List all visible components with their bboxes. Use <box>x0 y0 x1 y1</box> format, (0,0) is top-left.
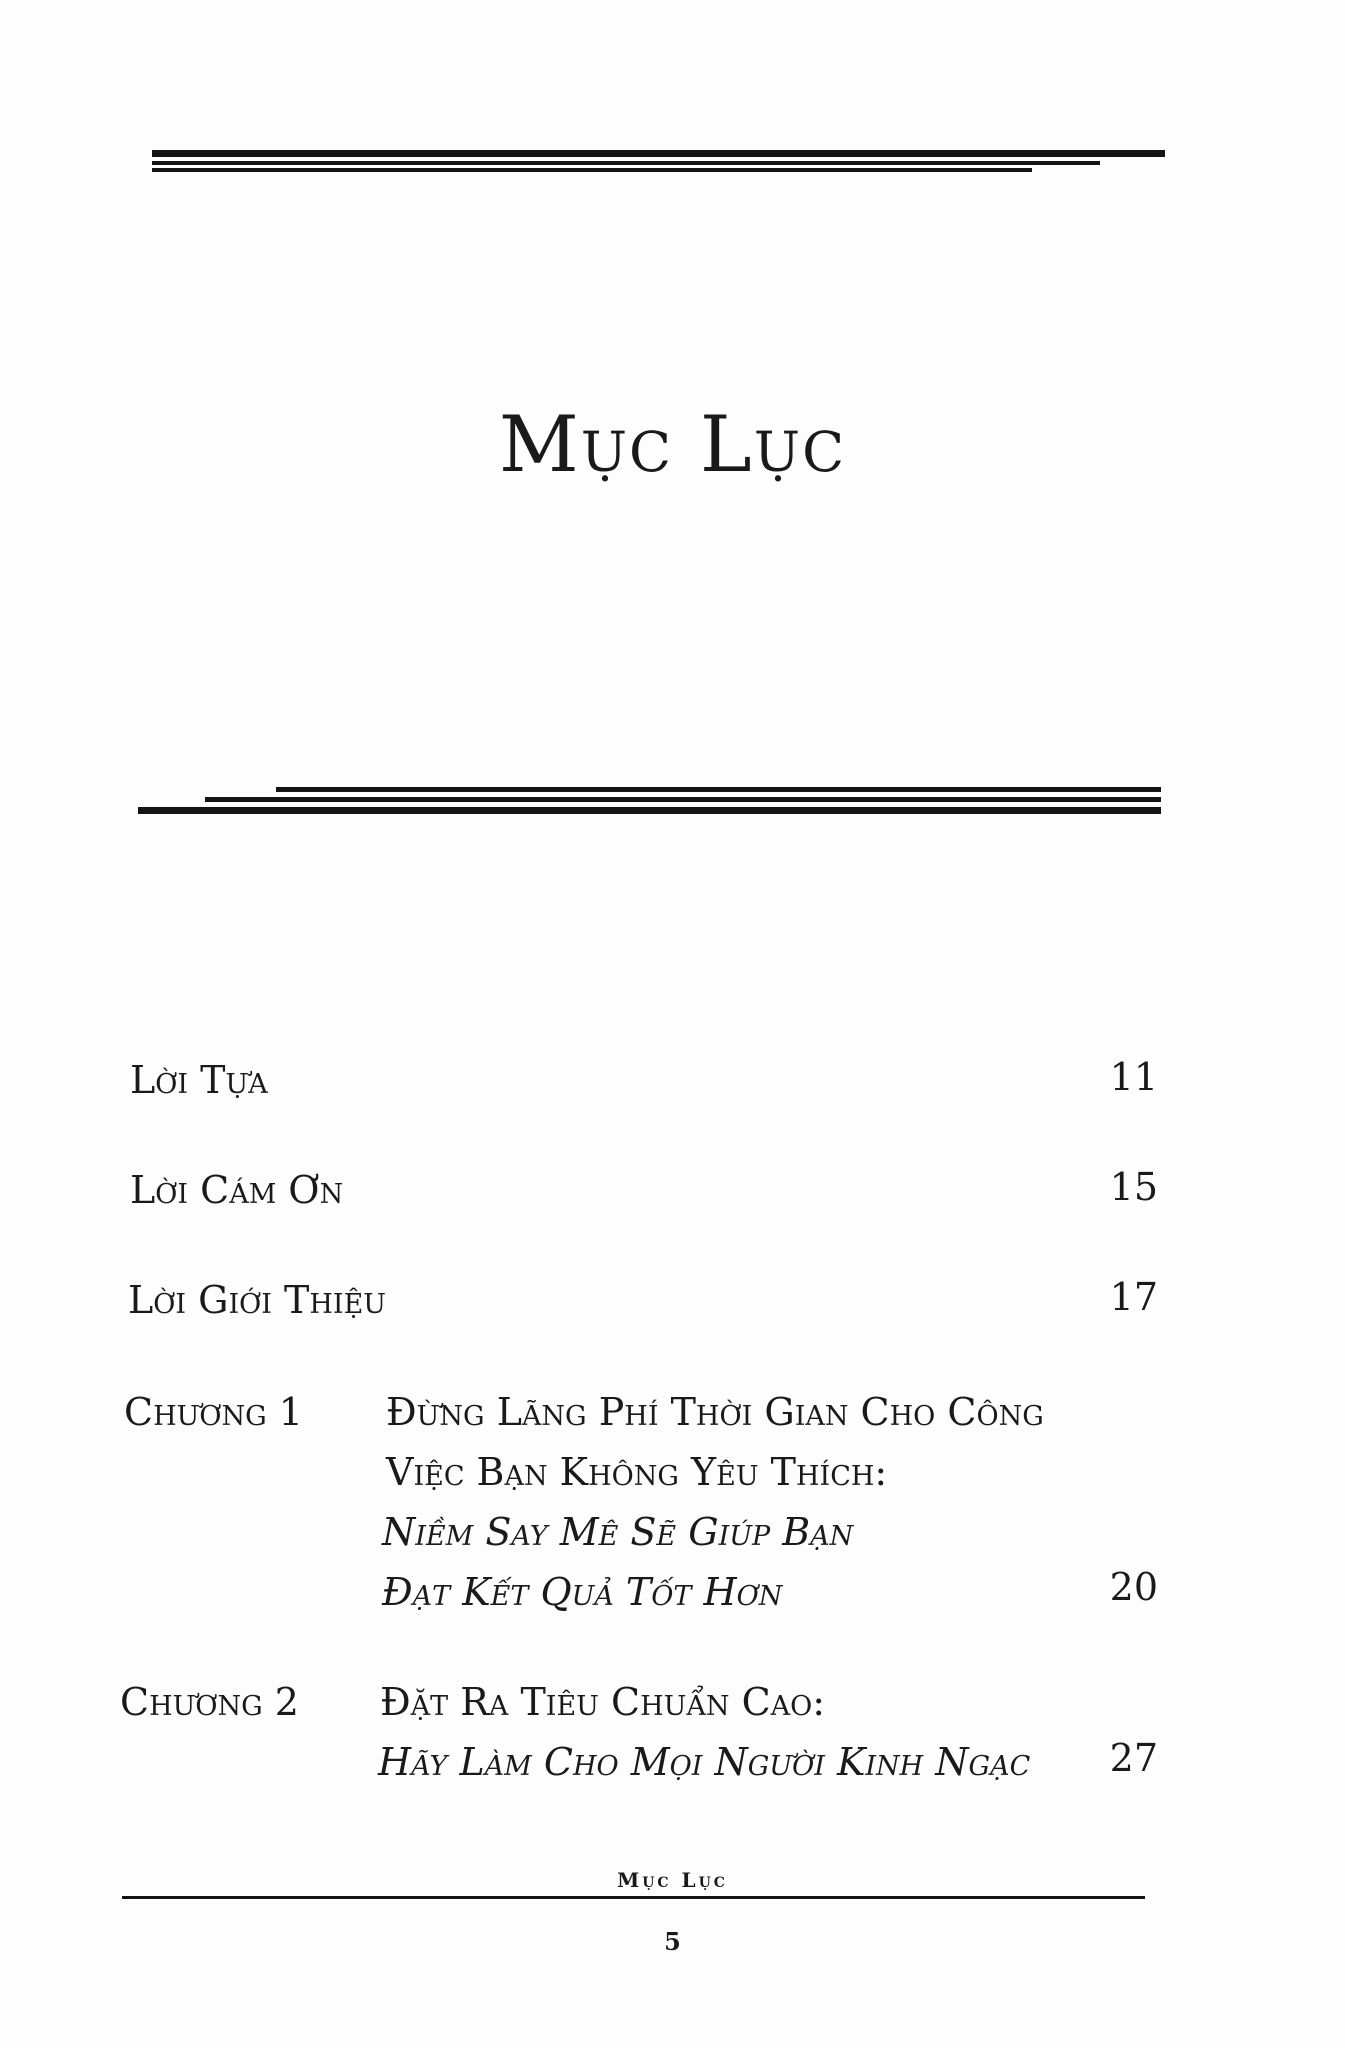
toc-entry-label: Lời Tựa <box>130 1058 268 1102</box>
toc-entry-label: Lời Giới Thiệu <box>128 1278 387 1322</box>
top-rule-1 <box>152 150 1165 157</box>
footer-title: Mục Lục <box>617 1868 728 1892</box>
top-rule-2 <box>152 161 1100 165</box>
toc-entry-page: 11 <box>1109 1055 1158 1099</box>
page-title: Mục Lục <box>498 400 847 490</box>
chapter-page: 27 <box>1109 1736 1158 1780</box>
toc-entry-page: 17 <box>1109 1275 1158 1319</box>
middle-rule-1 <box>276 787 1161 792</box>
footer-rule <box>122 1896 1145 1899</box>
middle-rule-2 <box>205 797 1161 802</box>
toc-entry-page: 15 <box>1109 1165 1158 1209</box>
chapter-title-line: Đặt Ra Tiêu Chuẩn Cao: <box>380 1680 826 1724</box>
toc-entry-label: Lời Cám Ơn <box>130 1168 344 1212</box>
middle-rule-3 <box>138 807 1161 814</box>
chapter-page: 20 <box>1109 1565 1158 1609</box>
chapter-label: Chương 1 <box>124 1390 303 1434</box>
top-rule-3 <box>152 168 1032 172</box>
chapter-subtitle-line: Hãy Làm Cho Mọi Người Kinh Ngạc <box>378 1740 1031 1784</box>
chapter-label: Chương 2 <box>120 1680 299 1724</box>
footer-page-number: 5 <box>664 1927 681 1956</box>
chapter-title-line: Việc Bạn Không Yêu Thích: <box>386 1450 888 1494</box>
chapter-subtitle-line: Niềm Say Mê Sẽ Giúp Bạn <box>382 1510 854 1554</box>
chapter-subtitle-line: Đạt Kết Quả Tốt Hơn <box>382 1570 783 1614</box>
chapter-title-line: Đừng Lãng Phí Thời Gian Cho Công <box>386 1390 1044 1434</box>
